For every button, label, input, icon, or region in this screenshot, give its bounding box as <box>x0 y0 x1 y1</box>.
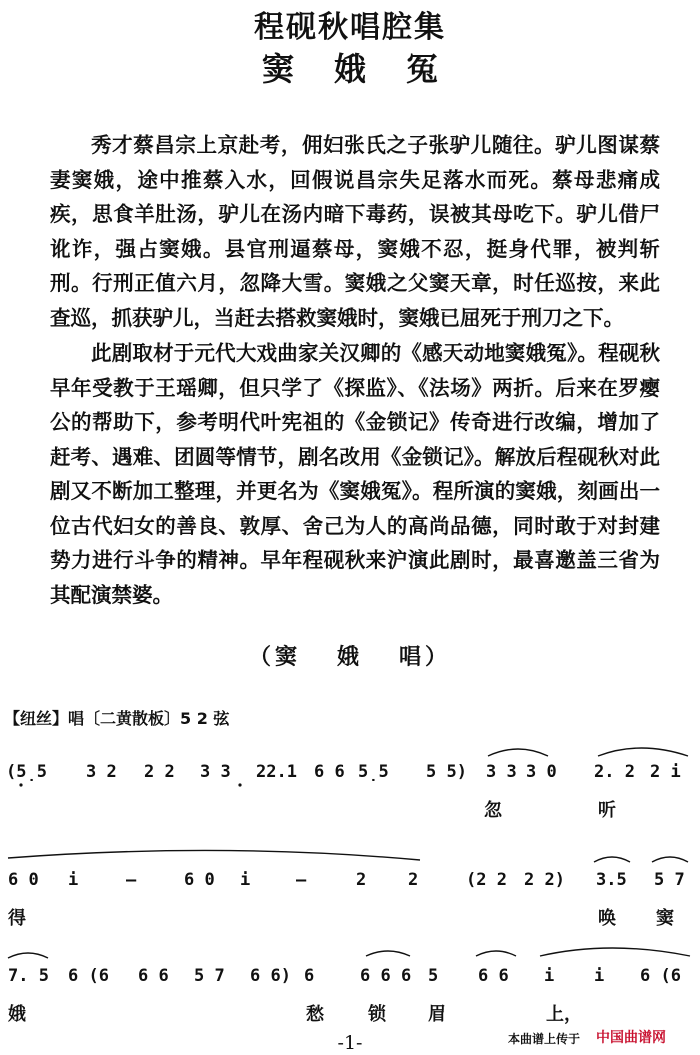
score-note: 2 2 <box>144 762 175 782</box>
score-note: 7. 5 <box>8 966 49 986</box>
score-note: 6 6) <box>250 966 291 986</box>
score-note: 5 <box>428 966 439 986</box>
lyric-char: 唤 <box>598 908 616 929</box>
site-logo-text: 中国曲谱网 <box>596 1030 666 1046</box>
score-note: i <box>594 966 605 986</box>
slur-marks <box>0 740 700 830</box>
score-note: 3 0 <box>526 762 557 782</box>
slur-marks <box>0 944 700 1034</box>
score-note: 2 <box>356 870 367 890</box>
score-note: 3 2 <box>86 762 117 782</box>
score-note: 6 6 <box>314 762 345 782</box>
score-header: 【纽丝】唱〔二黄散板〕5 2 弦 <box>4 709 230 728</box>
score-note: 5 5) <box>426 762 467 782</box>
lyric-char: 眉 <box>428 1004 446 1025</box>
opera-title: 窦娥冤 <box>261 50 478 88</box>
score-note: 3.5 <box>596 870 627 890</box>
score-note: 6 6 <box>478 966 509 986</box>
score-note: 2. 2 <box>594 762 635 782</box>
book-title: 程砚秋唱腔集 <box>254 10 446 45</box>
lyric-char: 娥 <box>8 1004 26 1025</box>
score-note: 6 6 <box>138 966 169 986</box>
score-line-3 <box>0 944 700 1034</box>
score-note: 2 2) <box>524 870 565 890</box>
score-note: 2 i <box>650 762 681 782</box>
intro-paragraph-1: 秀才蔡昌宗上京赴考，佣妇张氏之子张驴儿随往。驴儿图谋蔡妻窦娥，途中推蔡入水，回假说昌宗失足落水而死。蔡母悲痛成疾，思食羊肚汤，驴儿在汤内暗下毒药，误被其母吃下。驴儿借尸讹诈，强占窦娥。县官刑逼蔡母，窦娥不忍，挺身代罪，被判斩刑。行刑正值六月，忽降大雪。窦娥之父窦天章，时任巡按，来此查巡，抓获驴儿，当赶去搭救窦娥时，窦娥已屈死于刑刀之下。 <box>50 133 660 330</box>
section-heading <box>0 640 700 671</box>
site-logo <box>596 1027 666 1047</box>
section-heading-mid: 娥 <box>336 644 363 670</box>
score-note: 3 3 <box>486 762 517 782</box>
score-note: 6 (6 <box>640 966 681 986</box>
score-note: 3 3 <box>200 762 231 782</box>
upload-note: 本曲谱上传于 <box>508 1032 581 1046</box>
score-note: 2 <box>408 870 419 890</box>
score-note: 5̣5 <box>358 762 389 782</box>
score-note: 5 7 <box>194 966 225 986</box>
score-note: 6 (6 <box>68 966 109 986</box>
score-note: 22.1 <box>256 762 297 782</box>
score-note: – <box>126 870 137 890</box>
lyric-char: 愁 <box>306 1004 324 1025</box>
score-note: i <box>68 870 79 890</box>
section-heading-close: 唱） <box>399 644 452 670</box>
lyric-char: 得 <box>8 908 26 929</box>
score-note: 5 7 <box>654 870 685 890</box>
lyric-char: 锁 <box>368 1004 386 1025</box>
section-heading-open: （窦 <box>248 644 301 670</box>
lyric-char: 听 <box>598 800 616 821</box>
lyric-char: 忽 <box>484 800 502 821</box>
score-note: (5̣5 <box>6 762 47 782</box>
score-note: 6 0 <box>184 870 215 890</box>
score-note: i <box>240 870 251 890</box>
score-note: 6 0 <box>8 870 39 890</box>
score-line-1 <box>0 740 700 830</box>
page-number: -1- <box>337 1032 363 1054</box>
lyric-char: 窦 <box>656 908 674 929</box>
score-note: i <box>544 966 555 986</box>
intro-paragraph-2: 此剧取材于元代大戏曲家关汉卿的《感天动地窦娥冤》。程砚秋早年受教于王瑶卿，但只学了《探监》、《法场》两折。后来在罗瘿公的帮助下，参考明代叶宪祖的《金锁记》传奇进行改编，增加了赶考、遇难、团圆等情节，剧名改用《金锁记》。解放后程砚秋对此剧又不断加工整理，并更名为《窦娥冤》。程所演的窦娥，刻画出一位古代妇女的善良、敦厚、舍己为人的高尚品德，同时敢于对封建势力进行斗争的精神。早年程砚秋来沪演此剧时，最喜邀盖三省为其配演禁婆。 <box>50 341 660 607</box>
score-note: 6 <box>304 966 315 986</box>
slur-marks <box>0 848 700 938</box>
score-note: – <box>296 870 307 890</box>
score-note: 6 6 6 <box>360 966 412 986</box>
lyric-char: 上， <box>546 1004 582 1025</box>
score-note: (2 2 <box>466 870 507 890</box>
score-line-2 <box>0 848 700 938</box>
